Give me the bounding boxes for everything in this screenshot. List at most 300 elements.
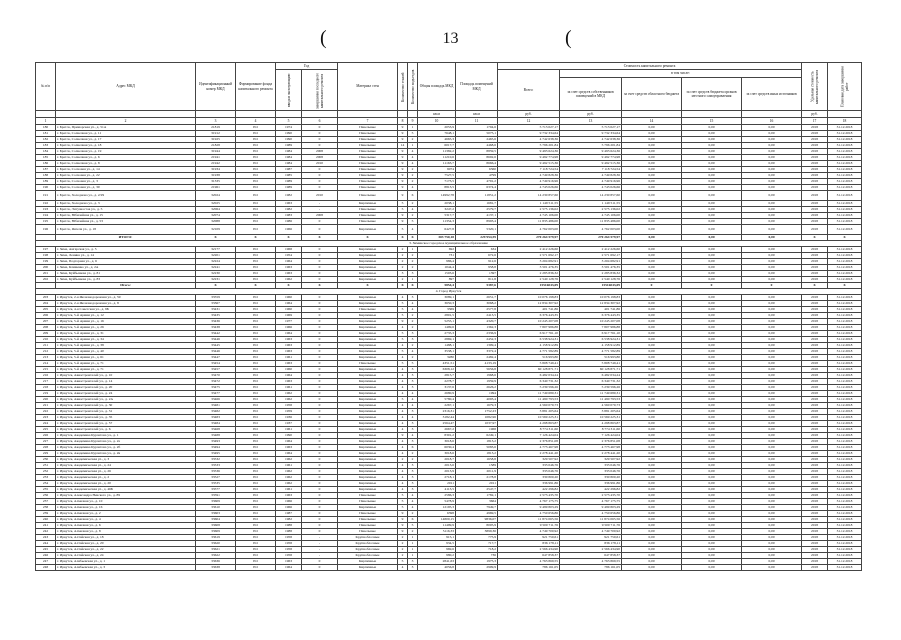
cell-year-last-repair: 0 bbox=[302, 271, 338, 277]
cell-municipal-budget: 0,00 bbox=[682, 427, 742, 433]
cell-planned-date: 31.12.2018 bbox=[828, 149, 862, 155]
cell-municipal-budget: 0,00 bbox=[682, 213, 742, 219]
cell-owners-funds: 4 298 863,87 bbox=[560, 421, 622, 427]
cell-year-built: 1968 bbox=[276, 247, 302, 253]
cell-entrances: 2 bbox=[408, 457, 418, 463]
cell-id: 32230 bbox=[196, 271, 236, 277]
cell-year-end: 2018 bbox=[802, 547, 828, 553]
cell-other-sources: 0,00 bbox=[742, 295, 802, 301]
cell-cost-total: 333 046,76 bbox=[498, 469, 560, 475]
cell-fund-method: РО bbox=[236, 565, 276, 571]
cell-municipal-budget: 0,00 bbox=[682, 463, 742, 469]
cell-municipal-budget: 0,00 bbox=[682, 355, 742, 361]
cell-wall-material: Кирпичные bbox=[338, 445, 398, 451]
cell-other-sources: 0,00 bbox=[742, 265, 802, 271]
cell-owners-funds: 4 763 869,55 bbox=[560, 559, 622, 565]
cell-municipal-budget: 0,00 bbox=[682, 331, 742, 337]
cell-entrances: 2 bbox=[408, 511, 418, 517]
cell-fund-method: РО bbox=[236, 421, 276, 427]
column-number: 9 bbox=[408, 118, 418, 125]
cell-id: 33457 bbox=[196, 367, 236, 373]
cell-wall-material: Х bbox=[338, 283, 398, 289]
table-header bbox=[36, 63, 862, 125]
cell-id: 32074 bbox=[196, 213, 236, 219]
cell-premises-area: 2651,7 bbox=[456, 295, 498, 301]
cell-entrances: 3 bbox=[408, 565, 418, 571]
cell-premises-area: 2413,5 bbox=[456, 313, 498, 319]
cell-entrances: 3 bbox=[408, 559, 418, 565]
cell-planned-date: 31.12.2018 bbox=[828, 225, 862, 235]
cell-wall-material: Кирпичные bbox=[338, 475, 398, 481]
cell-other-sources: 0,00 bbox=[742, 325, 802, 331]
cell-total-area: 3369 bbox=[418, 307, 456, 313]
cell-fund-method: РО bbox=[236, 427, 276, 433]
cell-wall-material: Кирпичные bbox=[338, 415, 398, 421]
cell-number: 182 bbox=[36, 137, 56, 143]
cell-owners-funds: 2 566 434,90 bbox=[560, 547, 622, 553]
cell-wall-material: Кирпичные bbox=[338, 559, 398, 565]
cell-other-sources: 0,00 bbox=[742, 547, 802, 553]
cell-year-last-repair: 2008 bbox=[302, 155, 338, 161]
cell-cost-total: 60 128 871,71 bbox=[498, 367, 560, 373]
cell-id: 33536 bbox=[196, 469, 236, 475]
cell-year-built: 1974 bbox=[276, 125, 302, 131]
cell-year-end: 2018 bbox=[802, 403, 828, 409]
cell-year-last-repair: 0 bbox=[302, 403, 338, 409]
cell-year-built: 1962 bbox=[276, 475, 302, 481]
cell-entrances: 3 bbox=[408, 373, 418, 379]
cell-premises-area: 717,7 bbox=[456, 541, 498, 547]
cell-premises-area: 634 bbox=[456, 247, 498, 253]
cell-id: 33470 bbox=[196, 373, 236, 379]
cell-year-end: 2018 bbox=[802, 277, 828, 283]
cell-owners-funds: 4 750 656,86 bbox=[560, 511, 622, 517]
section-title: 3. Зиминское городское муниципальное образование bbox=[36, 241, 862, 247]
cell-wall-material: Кирпичные bbox=[338, 225, 398, 235]
cell-fund-method: РО bbox=[236, 547, 276, 553]
cell-year-last-repair: 0 bbox=[302, 475, 338, 481]
cell-floors: 2 bbox=[398, 247, 408, 253]
cell-year-last-repair: 0 bbox=[302, 391, 338, 397]
cell-year-last-repair: 0 bbox=[302, 451, 338, 457]
cell-premises-area: 718,2 bbox=[456, 547, 498, 553]
cell-total-area: 3089,1 bbox=[418, 295, 456, 301]
cell-entrances: 5 bbox=[408, 219, 418, 225]
cell-cost-total: 836 178,11 bbox=[498, 541, 560, 547]
cell-entrances: 3 bbox=[408, 271, 418, 277]
cell-total-area: 5255,1 bbox=[418, 319, 456, 325]
cell-year-end: 2018 bbox=[802, 207, 828, 213]
cell-floors: 9 bbox=[398, 319, 408, 325]
cell-planned-date: 31.12.2018 bbox=[828, 499, 862, 505]
cell-entrances: 5 bbox=[408, 131, 418, 137]
cell-municipal-budget: 0,00 bbox=[682, 397, 742, 403]
cell-cost-total: 6 482 034,24 bbox=[498, 373, 560, 379]
cell-premises-area: 1968 bbox=[456, 427, 498, 433]
cell-year-built: 1963 bbox=[276, 201, 302, 207]
cell-planned-date: 31.12.2018 bbox=[828, 361, 862, 367]
cell-regional-budget: 0,00 bbox=[622, 505, 682, 511]
cell-year-built: 1982 bbox=[276, 207, 302, 213]
cell-entrances: 4 bbox=[408, 397, 418, 403]
cell-planned-date: 31.12.2018 bbox=[828, 173, 862, 179]
cell-entrances: 2 bbox=[408, 325, 418, 331]
cell-year-last-repair: 0 bbox=[302, 343, 338, 349]
cell-address: г. Братск, Солнечная ул., д. 11 bbox=[56, 131, 196, 137]
cell-total-area: 11163,7 bbox=[418, 161, 456, 167]
cell-number: 231 bbox=[36, 463, 56, 469]
cell-floors: 5 bbox=[398, 397, 408, 403]
cell-cost-total: 4 750 656,86 bbox=[498, 511, 560, 517]
cell-year-last-repair: 0 bbox=[302, 301, 338, 307]
cell-fund-method: РО bbox=[236, 343, 276, 349]
cell-fund-method: РО bbox=[236, 451, 276, 457]
cell-address: г. Братск, Солнечная ул., д. 18 bbox=[56, 143, 196, 149]
cell-floors: 9 bbox=[398, 149, 408, 155]
cell-owners-funds: 15516043,09 bbox=[560, 283, 622, 289]
cell-entrances: 2 bbox=[408, 201, 418, 207]
cell-premises-area: 7949,7 bbox=[456, 505, 498, 511]
cell-year-built: 1962 bbox=[276, 391, 302, 397]
cell-planned-date: 31.12.2018 bbox=[828, 481, 862, 487]
cell-address: г. Иркутск, Академика Курчатова ул., д. 1 bbox=[56, 433, 196, 439]
cell-floors: 2 bbox=[398, 259, 408, 265]
cell-municipal-budget: 0,00 bbox=[682, 475, 742, 481]
cell-floors: 5 bbox=[398, 301, 408, 307]
cell-total-area: 986,4 bbox=[418, 259, 456, 265]
cell-total-area: 1488,1 bbox=[418, 343, 456, 349]
cell-fund-method: РО bbox=[236, 373, 276, 379]
column-number: 1 bbox=[36, 118, 56, 125]
cell-year-end: 2018 bbox=[802, 553, 828, 559]
cell-municipal-budget: 0,00 bbox=[682, 535, 742, 541]
cell-municipal-budget: 0,00 bbox=[682, 367, 742, 373]
cell-total-area: 3280 bbox=[418, 355, 456, 361]
cell-number: 213 bbox=[36, 355, 56, 361]
cell-owners-funds: 60 128 871,71 bbox=[560, 367, 622, 373]
cell-floors: 2 bbox=[398, 265, 408, 271]
cell-owners-funds: 2 571 692,17 bbox=[560, 253, 622, 259]
cell-cost-total: 15516043,09 bbox=[498, 283, 560, 289]
cell-other-sources: 0,00 bbox=[742, 421, 802, 427]
cell-municipal-budget: 0,00 bbox=[682, 385, 742, 391]
cell-wall-material: Панельные bbox=[338, 137, 398, 143]
cell-year-built: 1966 bbox=[276, 325, 302, 331]
cell-owners-funds: 333 046,76 bbox=[560, 463, 622, 469]
cell-year-last-repair: 0 bbox=[302, 439, 338, 445]
cell-premises-area: 11851,2 bbox=[456, 191, 498, 201]
cell-planned-date: 31.12.2018 bbox=[828, 265, 862, 271]
cell-regional-budget: 0,00 bbox=[622, 535, 682, 541]
cell-entrances: 2 bbox=[408, 355, 418, 361]
cell-entrances: 1 bbox=[408, 247, 418, 253]
cell-year-built: 1961 bbox=[276, 355, 302, 361]
cell-regional-budget: 0,00 bbox=[622, 379, 682, 385]
cell-year-end: 2018 bbox=[802, 247, 828, 253]
cell-address: г. Иркутск, Авиастроителей ул., д. 24 bbox=[56, 391, 196, 397]
cell-total-area: 2564,47 bbox=[418, 421, 456, 427]
cell-address: г. Иркутск, Алмазная ул., д. 8 bbox=[56, 529, 196, 535]
cell-cost-total: 4 158 912,89 bbox=[498, 343, 560, 349]
cell-premises-area: 4320,7 bbox=[456, 319, 498, 325]
cell-cost-total: 4 749 700,92 bbox=[498, 529, 560, 535]
header-id: Идентификационный номер МКД bbox=[196, 63, 236, 111]
cell-year-last-repair: - bbox=[302, 207, 338, 213]
cell-number: 230 bbox=[36, 457, 56, 463]
cell-regional-budget: 0,00 bbox=[622, 373, 682, 379]
column-number: 12 bbox=[498, 118, 560, 125]
cell-year-last-repair: 0 bbox=[302, 445, 338, 451]
cell-regional-budget: 0,00 bbox=[622, 367, 682, 373]
cell-floors: 4 bbox=[398, 295, 408, 301]
cell-cost-total: 333 046,76 bbox=[498, 463, 560, 469]
cell-regional-budget: 0,00 bbox=[622, 421, 682, 427]
cell-planned-date: 31.12.2018 bbox=[828, 553, 862, 559]
cell-municipal-budget: 0,00 bbox=[682, 481, 742, 487]
cell-wall-material: Кирпичные bbox=[338, 463, 398, 469]
cell-planned-date: 31.12.2018 bbox=[828, 541, 862, 547]
cell-entrances: 4 bbox=[408, 149, 418, 155]
cell-address: г. Братск, Холоднова ул., д. 3 bbox=[56, 201, 196, 207]
cell-id: 32024 bbox=[196, 191, 236, 201]
cell-fund-method: РО bbox=[236, 185, 276, 191]
cell-owners-funds: 4 742 638,36 bbox=[560, 137, 622, 143]
cell-cost-total: 8 774 311,60 bbox=[498, 427, 560, 433]
cell-other-sources: 0,00 bbox=[742, 493, 802, 499]
cell-regional-budget: 0,00 bbox=[622, 523, 682, 529]
cell-fund-method: РО bbox=[236, 511, 276, 517]
cell-other-sources: 0,00 bbox=[742, 529, 802, 535]
cell-fund-method: РО bbox=[236, 469, 276, 475]
cell-address: Итого: bbox=[56, 283, 196, 289]
cell-total-area: 2841,63 bbox=[418, 559, 456, 565]
cell-year-last-repair: 0 bbox=[302, 219, 338, 225]
cell-wall-material: Кирпичные bbox=[338, 355, 398, 361]
cell-other-sources: 0,00 bbox=[742, 379, 802, 385]
cell-owners-funds: 921 750,61 bbox=[560, 535, 622, 541]
cell-id: 33603 bbox=[196, 511, 236, 517]
cell-entrances: 3 bbox=[408, 427, 418, 433]
cell-planned-date: 31.12.2018 bbox=[828, 191, 862, 201]
cell-fund-method: РО bbox=[236, 271, 276, 277]
section-title: 4. Город Иркутск bbox=[36, 289, 862, 295]
cell-total-area: 934,5 bbox=[418, 541, 456, 547]
cell-address: г. Иркутск, 5-й Армии ул., д. 38 bbox=[56, 343, 196, 349]
cell-cost-total: 4 771 582,89 bbox=[498, 349, 560, 355]
cell-fund-method: РО bbox=[236, 439, 276, 445]
cell-other-sources: 0,00 bbox=[742, 511, 802, 517]
cell-owners-funds: 7 118 724,54 bbox=[560, 167, 622, 173]
cell-floors: 4 bbox=[398, 421, 408, 427]
cell-address: г. Иркутск, Авиастроителей ул., д. 14 bbox=[56, 379, 196, 385]
cell-year-end: 2018 bbox=[802, 469, 828, 475]
cell-municipal-budget: 0,00 bbox=[682, 547, 742, 553]
cell-regional-budget: 0,00 bbox=[622, 167, 682, 173]
cell-other-sources: 0,00 bbox=[742, 427, 802, 433]
cell-year-last-repair: 0 bbox=[302, 179, 338, 185]
cell-floors: 5 bbox=[398, 349, 408, 355]
cell-entrances: 6 bbox=[408, 517, 418, 523]
cell-wall-material: Кирпичные bbox=[338, 313, 398, 319]
table-row bbox=[36, 565, 862, 571]
header-floors: Количество этажей bbox=[398, 63, 408, 111]
cell-total-area: 3247,2 bbox=[418, 207, 456, 213]
cell-planned-date: 31.12.2018 bbox=[828, 337, 862, 343]
cell-cost-total: 6 376 443,35 bbox=[498, 313, 560, 319]
cell-entrances: 3 bbox=[408, 481, 418, 487]
cell-year-last-repair: - bbox=[302, 541, 338, 547]
cell-floors: 9 bbox=[398, 125, 408, 131]
cell-other-sources: 0,00 bbox=[742, 161, 802, 167]
header-year-last-repair: завершения последнего капитального ремонта bbox=[302, 70, 338, 111]
cell-total-area: 4351,51 bbox=[418, 361, 456, 367]
cell-year-built: 1990 bbox=[276, 137, 302, 143]
cell-entrances: 5 bbox=[408, 361, 418, 367]
cell-year-end: 2018 bbox=[802, 517, 828, 523]
cell-year-end: 2018 bbox=[802, 535, 828, 541]
column-number: 10 bbox=[418, 118, 456, 125]
header-no: № п/п bbox=[36, 63, 56, 111]
cell-year-last-repair: 0 bbox=[302, 511, 338, 517]
cell-other-sources: 0,00 bbox=[742, 409, 802, 415]
cell-total-area: 303 750,18 bbox=[418, 235, 456, 241]
cell-total-area: 1503,6 bbox=[418, 271, 456, 277]
cell-other-sources: 0,00 bbox=[742, 349, 802, 355]
cell-entrances: 4 bbox=[408, 307, 418, 313]
cell-municipal-budget: 0,00 bbox=[682, 253, 742, 259]
cell-planned-date: 31.12.2018 bbox=[828, 201, 862, 207]
cell-year-last-repair: 0 bbox=[302, 493, 338, 499]
cell-cost-total: 3 501 476,35 bbox=[498, 265, 560, 271]
cell-cost-total: 9 732 334,64 bbox=[498, 131, 560, 137]
cell-planned-date: 31.12.2018 bbox=[828, 313, 862, 319]
cell-owners-funds: 330 800,20 bbox=[560, 475, 622, 481]
cell-cost-total: 647 858,37 bbox=[498, 553, 560, 559]
cell-premises-area: 1681,7 bbox=[456, 201, 498, 207]
cell-year-end: 2018 bbox=[802, 253, 828, 259]
cell-address: г. Иркутск, Алябьевская ул., д. 3 bbox=[56, 565, 196, 571]
cell-owners-funds: 11 874 065,56 bbox=[560, 517, 622, 523]
cell-cost-total: 6 917 761,10 bbox=[498, 331, 560, 337]
cell-regional-budget: 0,00 bbox=[622, 307, 682, 313]
cell-other-sources: 0,00 bbox=[742, 499, 802, 505]
header-premises-area: Площадь помещений МКД bbox=[456, 63, 498, 111]
cell-year-built: 1969 bbox=[276, 313, 302, 319]
cell-id: 33466 bbox=[196, 397, 236, 403]
cell-owners-funds: 12 834 307,92 bbox=[560, 301, 622, 307]
cell-fund-method: РО bbox=[236, 475, 276, 481]
cell-address: г. Братск, Юбилейная ул., д. 15 bbox=[56, 213, 196, 219]
cell-entrances: 2 bbox=[408, 259, 418, 265]
cell-fund-method: РО bbox=[236, 523, 276, 529]
cell-total-area: 14992,78 bbox=[418, 191, 456, 201]
cell-floors: 5 bbox=[398, 201, 408, 207]
cell-municipal-budget: 0,00 bbox=[682, 295, 742, 301]
cell-entrances: 1 bbox=[408, 553, 418, 559]
cell-other-sources: 0,00 bbox=[742, 137, 802, 143]
cell-premises-area: 736 bbox=[456, 553, 498, 559]
cell-fund-method: РО bbox=[236, 219, 276, 225]
cell-cost-total: 4 560 070,73 bbox=[498, 403, 560, 409]
cell-number: 185 bbox=[36, 155, 56, 161]
cell-cost-total: 5 713 027,17 bbox=[498, 125, 560, 131]
cell-other-sources: 0,00 bbox=[742, 535, 802, 541]
cell-number: 228 bbox=[36, 445, 56, 451]
cell-premises-area: 2626,2 bbox=[456, 385, 498, 391]
cell-other-sources: 0,00 bbox=[742, 553, 802, 559]
cell-year-end: 2018 bbox=[802, 301, 828, 307]
cell-fund-method: РО bbox=[236, 517, 276, 523]
cell-premises-area: 229 954,59 bbox=[456, 235, 498, 241]
cell-owners-funds: 7 807 986,88 bbox=[560, 325, 622, 331]
cell-cost-total: 4 743 026,66 bbox=[498, 185, 560, 191]
cell-total-area: 1499,6 bbox=[418, 325, 456, 331]
cell-year-end: 2018 bbox=[802, 505, 828, 511]
cell-entrances: 3 bbox=[408, 331, 418, 337]
cell-entrances: 3 bbox=[408, 385, 418, 391]
cell-owners-funds: 11 749 680,31 bbox=[560, 391, 622, 397]
cell-year-end: 2018 bbox=[802, 559, 828, 565]
cell-year-built: 1990 bbox=[276, 433, 302, 439]
cell-regional-budget: 0,00 bbox=[622, 499, 682, 505]
cell-regional-budget: 0,00 bbox=[622, 529, 682, 535]
cell-total-area: 2801,5 bbox=[418, 313, 456, 319]
cell-owners-funds: 2 278 441,20 bbox=[560, 451, 622, 457]
cell-year-built: 1960 bbox=[276, 307, 302, 313]
cell-total-area: 5317,7 bbox=[418, 213, 456, 219]
cell-premises-area: 3372,4 bbox=[456, 349, 498, 355]
cell-total-area: 3182,44 bbox=[418, 415, 456, 421]
cell-wall-material: Кирпичные bbox=[338, 439, 398, 445]
cell-owners-funds: 4 749 916,96 bbox=[560, 179, 622, 185]
cell-fund-method: РО bbox=[236, 213, 276, 219]
cell-wall-material: Панельные bbox=[338, 155, 398, 161]
column-number: 14 bbox=[622, 118, 682, 125]
cell-year-end: 2018 bbox=[802, 325, 828, 331]
header-repair-cost: Стоимость капитального ремонта bbox=[498, 63, 802, 70]
cell-other-sources: 0,00 bbox=[742, 445, 802, 451]
cell-entrances: 4 bbox=[408, 225, 418, 235]
cell-year-built: 1964 bbox=[276, 373, 302, 379]
cell-fund-method: РО bbox=[236, 457, 276, 463]
cell-municipal-budget: 0,00 bbox=[682, 517, 742, 523]
cell-premises-area: 4093,4 bbox=[456, 397, 498, 403]
cell-number: 189 bbox=[36, 179, 56, 185]
column-number: 13 bbox=[560, 118, 622, 125]
cell-floors: 4 bbox=[398, 565, 408, 571]
cell-year-end: 2018 bbox=[802, 397, 828, 403]
cell-year-end: 2018 bbox=[802, 225, 828, 235]
cell-entrances: 1 bbox=[408, 143, 418, 149]
cell-wall-material: Панельные bbox=[338, 167, 398, 173]
cell-cost-total: 2 575 136,02 bbox=[498, 207, 560, 213]
cell-floors: 14 bbox=[398, 143, 408, 149]
cell-total-area: 2586,3 bbox=[418, 493, 456, 499]
cell-total-area: 3018,6 bbox=[418, 451, 456, 457]
cell-fund-method: РО bbox=[236, 131, 276, 137]
cell-number: 190 bbox=[36, 185, 56, 191]
cell-municipal-budget: 0,00 bbox=[682, 379, 742, 385]
cell-wall-material: Кирпичные bbox=[338, 505, 398, 511]
cell-year-last-repair: 0 bbox=[302, 565, 338, 571]
cell-year-built: 1964 bbox=[276, 301, 302, 307]
cell-year-end: 2018 bbox=[802, 191, 828, 201]
cell-regional-budget: 0,00 bbox=[622, 415, 682, 421]
cell-planned-date: 31.12.2018 bbox=[828, 463, 862, 469]
cell-floors: 5 bbox=[398, 493, 408, 499]
cell-municipal-budget: 0,00 bbox=[682, 421, 742, 427]
cell-owners-funds: 3 501 476,35 bbox=[560, 265, 622, 271]
